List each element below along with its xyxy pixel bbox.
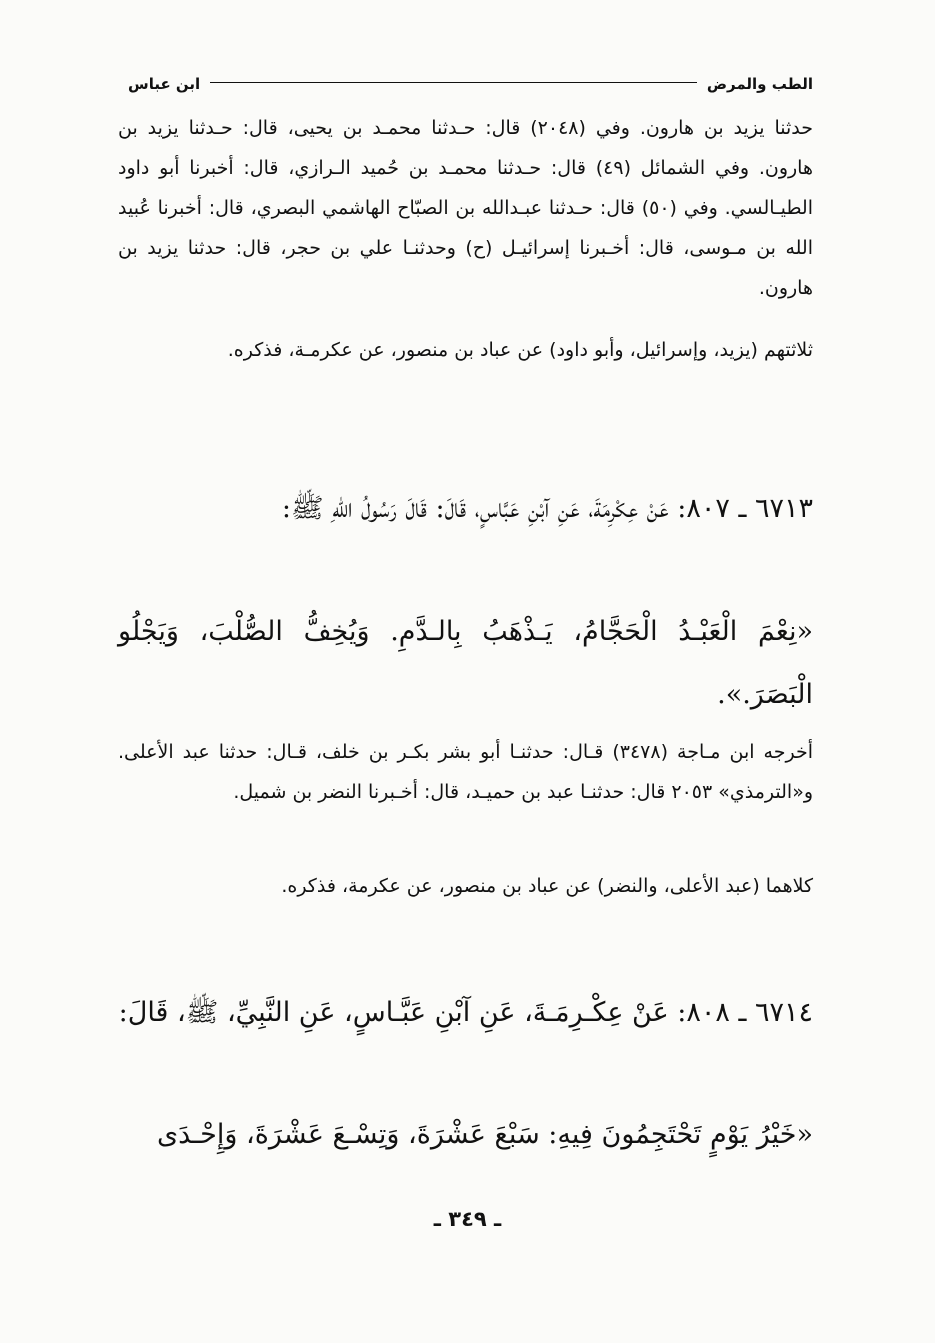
hadith-6714-text: «خَيْرُ يَوْمٍ تَحْتَجِمُونَ فِيهِ: سَبْعَ عَشْرَةَ، وَتِسْـعَ عَشْرَةَ، وَإِحْـدَى bbox=[156, 1119, 813, 1150]
takhrij-paragraph-1: حدثنا يزيد بن هارون. وفي (٢٠٤٨) قال: حـدثنا محمـد بن يحيى، قال: حـدثنا يزيد بن هارون. وفي الشمائل (٤٩) قال: حـدثنا محمـد بن حُميد الـرازي، قال: أخبرنا أبو داود الطيـالسي. وفي (٥٠) قال: حـدثنا عبـدالله بن الصبّاح الهاشمي البصري، قال: أخبرنا عُبيد الله بن مـوسى، قال: أخـبرنا إسرائيـل (ح) وحدثنـا علي بن حجر، قال: حدثنا يزيد بن هارون. bbox=[118, 117, 813, 299]
chapter-title: الطب والمرض bbox=[706, 75, 813, 93]
takhrij-paragraph-4: كلاهما (عبد الأعلى، والنضر) عن عباد بن منصور، عن عكرمة، فذكره. bbox=[281, 875, 813, 897]
takhrij-paragraph-2: ثلاثتهم (يزيد، وإسرائيل، وأبو داود) عن عباد بن منصور، عن عكرمـة، فذكره. bbox=[227, 339, 813, 361]
hadith-6713-text: «نِعْمَ الْعَبْـدُ الْحَجَّامُ، يَـذْهَبُ بِالـدَّمِ. وَيُخِفُّ الصُّلْبَ، وَيَجْلُو الْبَصَرَ.». bbox=[118, 616, 813, 710]
header-rule bbox=[210, 82, 697, 83]
hadith-6713-intro: ٦٧١٣ ـ ٨٠٧: عَنْ عِكْرِمَةَ، عَنِ آبْنِ عَبَّاسٍ، قَالَ: قَالَ رَسُولُ اللّٰهِ ﷺ: bbox=[281, 493, 813, 524]
running-header bbox=[128, 72, 813, 96]
page-number: ـ ٣٤٩ ـ bbox=[433, 1207, 502, 1231]
takhrij-paragraph-3: أخرجه ابن مـاجة (٣٤٧٨) قـال: حدثنـا أبو بشر بكـر بن خلف، قـال: حدثنا عبد الأعلى. و«الترمذي» ٢٠٥٣ قال: حدثنـا عبد بن حميـد، قال: أخـبرنا النضر بن شميل. bbox=[118, 741, 813, 803]
section-title: ابن عباس bbox=[128, 75, 201, 93]
hadith-6714-intro: ٦٧١٤ ـ ٨٠٨: عَنْ عِكْـرِمَـةَ، عَنِ آبْنِ عَبَّـاسٍ، عَنِ النَّبِيِّ، ﷺ، قَالَ: bbox=[118, 997, 813, 1028]
